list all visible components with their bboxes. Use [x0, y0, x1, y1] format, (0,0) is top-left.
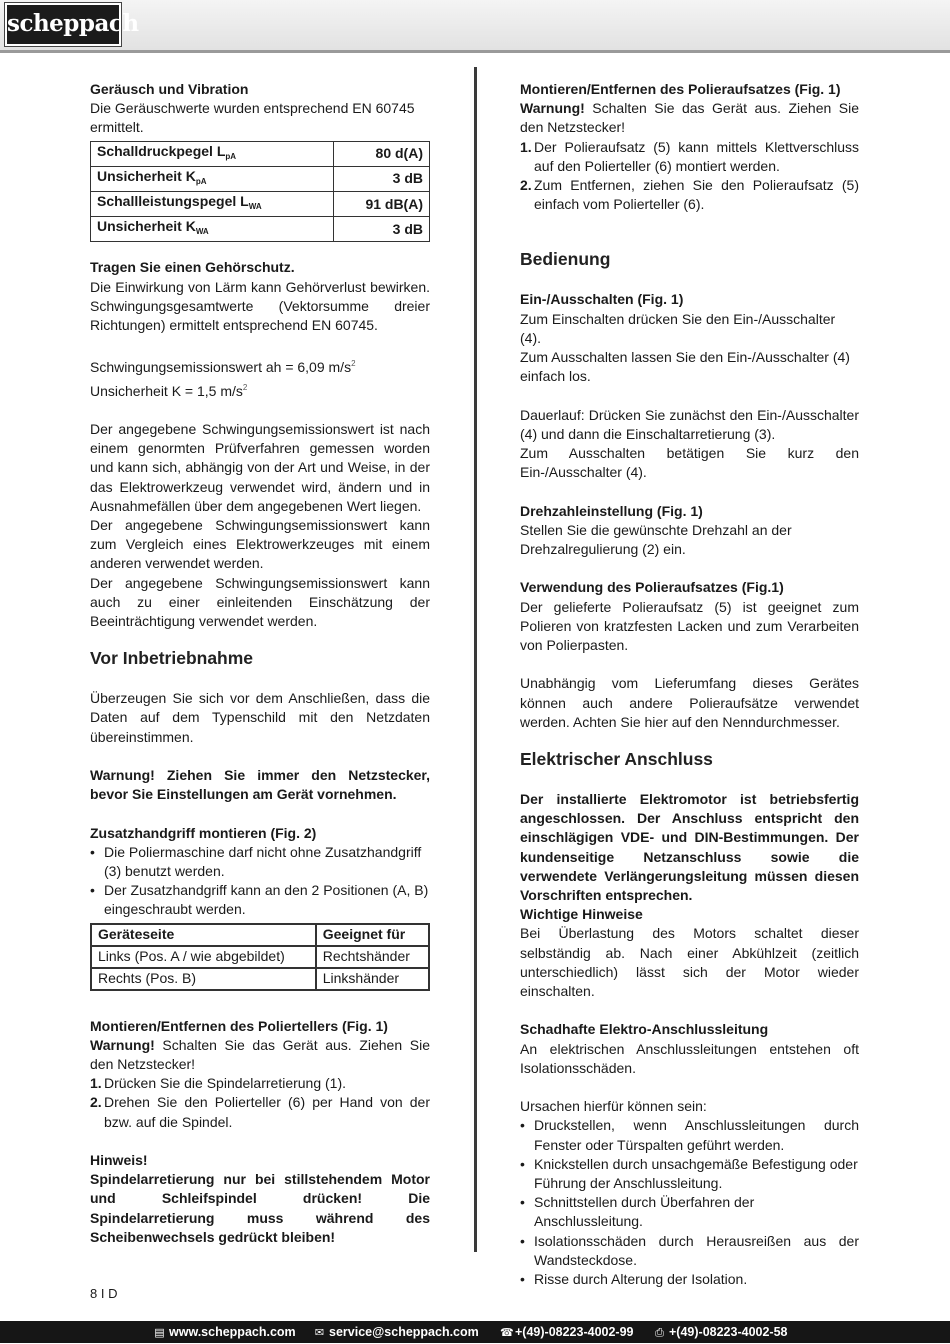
- plate-heading: Montieren/Entfernen des Poliertellers (Fig. 1): [90, 1017, 388, 1034]
- footer-email[interactable]: ✉ service@scheppach.com: [314, 1321, 479, 1344]
- computer-icon: ▤: [154, 1327, 165, 1339]
- vibration-paragraph-3: Der angegebene Schwingungsemissionswert kann auch zu einer einleitenden Einschätzung der Beeinträchtigung verwendet werden.: [90, 574, 430, 630]
- vibration-paragraph-2: Der angegebene Schwingungsemissionswert kann zum Vergleich eines Elektrowerkzeuges mit einem anderen verwendet werden.: [90, 517, 430, 572]
- table-row: [91, 217, 430, 242]
- warning-unplug: Warnung! Ziehen Sie immer den Netzstecker, bevor Sie Einstellungen am Gerät vornehmen.: [90, 767, 430, 803]
- list-item: 2. Zum Entfernen, ziehen Sie den Polieraufsatz (5) einfach vom Polierteller (6).: [520, 177, 859, 213]
- noise-text: Die Geräuschwerte wurden entsprechend EN 60745 ermittelt.: [90, 100, 415, 136]
- list-item: • Risse durch Alterung der Isolation.: [520, 1271, 748, 1288]
- causes-intro: Ursachen hierfür können sein:: [520, 1098, 707, 1115]
- other-pads-text: Unabhängig vom Lieferumfang dieses Gerätes können auch andere Polieraufsätze verwendet werden. Achten Sie hier auf den Nenndurchmesser.: [520, 675, 859, 730]
- column-divider: [474, 67, 477, 1252]
- plate-warning: Warnung! Schalten Sie das Gerät aus. Ziehen Sie den Netzstecker!: [90, 1036, 430, 1073]
- footer-bar: [0, 1321, 950, 1343]
- table-header-row: [91, 924, 429, 946]
- vibration-paragraph-1: Der angegebene Schwingungsemissionswert ist nach einem genormten Prüfverfahren gemessen worden und kann sich, abhängig von der Art und Weise, in der das Elektrowerkzeug verwendet wird, ändern und in Ausnahmefällen über dem angegebenen Wert liegen.: [90, 421, 430, 514]
- pad-warning: Warnung! Schalten Sie das Gerät aus. Ziehen Sie den Netzstecker!: [520, 100, 859, 136]
- continuous-off-text: Zum Ausschalten betätigen Sie kurz den Ein-/Ausschalter (4).: [520, 445, 859, 481]
- table-row: [91, 192, 430, 217]
- hints-heading: Wichtige Hinweise: [520, 906, 643, 923]
- onoff-heading: Ein-/Ausschalten (Fig. 1): [520, 291, 684, 308]
- spec-label: Unsicherheit $K_{pA}$: [91, 166, 334, 191]
- list-item: • Der Zusatzhandgriff kann an den 2 Positionen (A, B) eingeschraubt werden.: [90, 882, 429, 918]
- scheppach-logo: scheppach: [5, 3, 121, 46]
- footer-fax: ⎙ +(49)-08223-4002-58: [654, 1321, 788, 1344]
- pad-use-heading: Verwendung des Polieraufsatzes (Fig.1): [520, 579, 784, 596]
- list-item: 2. Drehen Sie den Polierteller (6) per Hand von der bzw. auf die Spindel.: [90, 1094, 430, 1130]
- table-cell: Linkshänder: [316, 968, 429, 990]
- footer-website[interactable]: ▤ www.scheppach.com: [154, 1321, 296, 1344]
- handle-position-table: [90, 923, 430, 991]
- table-cell: Links (Pos. A / wie abgebildet): [91, 946, 316, 968]
- handle-bullet-list: [90, 843, 430, 920]
- header-bar: [0, 0, 950, 53]
- hearing-protection-text: Die Einwirkung von Lärm kann Gehörverlust bewirken. Schwingungsgesamtwerte (Vektorsumme dreier Richtungen) ermittelt entsprechend EN 60745.: [90, 278, 430, 334]
- onoff-on-text: Zum Einschalten drücken Sie den Ein-/Ausschalter (4).: [520, 310, 836, 346]
- page-number: 8 I D: [90, 1286, 118, 1301]
- table-row: [91, 141, 430, 166]
- note-text: Spindelarretierung nur bei stillstehendem Motor und Schleifspindel drücken! Die Spindelarretierung muss während des Scheibenwechsels gedrückt bleiben!: [90, 1171, 430, 1245]
- fax-icon: ⎙: [655, 1327, 664, 1339]
- list-item: • Druckstellen, wenn Anschlussleitungen durch Fenster oder Türspalten geführt werden.: [520, 1117, 859, 1153]
- column-header: Geräteseite: [91, 924, 316, 946]
- list-item: 1. Der Polieraufsatz (5) kann mittels Klettverschluss auf den Polierteller (6) montiert werden.: [520, 138, 859, 174]
- note-heading: Hinweis!: [90, 1152, 148, 1169]
- list-item: • Schnittstellen durch Überfahren der Anschlussleitung.: [520, 1194, 755, 1230]
- continuous-on-text: Dauerlauf: Drücken Sie zunächst den Ein-/Ausschalter (4) und dann die Einschaltarretierung (3).: [520, 406, 859, 442]
- table-row: [91, 166, 430, 191]
- hints-text: Bei Überlastung des Motors schaltet dieser selbständig ab. Nach einer Abkühlzeit (zeitlich unterschiedlich) lässt sich der Motor wieder einschalten.: [520, 925, 859, 1000]
- section-title-operation: Bedienung: [520, 249, 611, 270]
- list-item: • Isolationsschäden durch Herausreißen aus der Wandsteckdose.: [520, 1232, 859, 1268]
- handle-heading: Zusatzhandgriff montieren (Fig. 2): [90, 824, 317, 841]
- check-data-text: Überzeugen Sie sich vor dem Anschließen, dass die Daten auf dem Typenschild mit den Netzdaten übereinstimmen.: [90, 690, 430, 745]
- section-title-before-use: Vor Inbetriebnahme: [90, 648, 254, 669]
- table-row: [91, 946, 429, 968]
- electrical-bold-text: Der installierte Elektromotor ist betriebsfertig angeschlossen. Der Anschluss entspricht den einschlägigen VDE- und DIN-Bestimmungen. Der kundenseitige Netzanschluss sowie die verwendete Verlängerungsleitung müssen diesen Vorschriften entsprechen.: [520, 791, 859, 904]
- list-item: • Knickstellen durch unsachgemäße Befestigung oder Führung der Anschlussleitung.: [520, 1155, 858, 1192]
- table-cell: Rechtshänder: [316, 946, 429, 968]
- column-header: Geeignet für: [316, 924, 429, 946]
- table-row: [91, 968, 429, 990]
- pad-steps: [520, 138, 859, 215]
- footer-phone: ☎+(49)-08223-4002-99: [500, 1321, 634, 1344]
- phone-icon: ☎: [500, 1327, 514, 1339]
- cable-heading: Schadhafte Elektro-Anschlussleitung: [520, 1021, 769, 1038]
- pad-use-text: Der gelieferte Polieraufsatz (5) ist geeignet zum Polieren von kratzfesten Lacken und zum Verarbeiten von Polierpasten.: [520, 598, 859, 654]
- spec-label: Schalldruckpegel $L_{pA}$: [91, 141, 334, 166]
- spec-value: 91 dB(A): [333, 192, 429, 217]
- spec-value: 3 dB: [333, 217, 429, 242]
- noise-heading: Geräusch und Vibration: [90, 81, 249, 97]
- spec-label: Schallleistungspegel $L_{WA}$: [91, 192, 334, 217]
- hearing-protection-heading: Tragen Sie einen Gehörschutz.: [90, 259, 295, 276]
- spec-value: 3 dB: [333, 166, 429, 191]
- pad-heading: Montieren/Entfernen des Polieraufsatzes (Fig. 1): [520, 81, 841, 97]
- section-title-electrical: Elektrischer Anschluss: [520, 749, 713, 770]
- cable-text: An elektrischen Anschlussleitungen entstehen oft Isolationsschäden.: [520, 1040, 859, 1076]
- noise-spec-table: [90, 141, 430, 243]
- list-item: • Die Poliermaschine darf nicht ohne Zusatzhandgriff (3) benutzt werden.: [90, 843, 422, 880]
- speed-text: Stellen Sie die gewünschte Drehzahl an der Drehzalregulierung (2) ein.: [520, 521, 792, 558]
- right-column: [520, 80, 859, 1289]
- spec-label: Unsicherheit $K_{WA}$: [91, 217, 334, 242]
- causes-list: [520, 1116, 859, 1289]
- left-column: [90, 80, 430, 1247]
- table-cell: Rechts (Pos. B): [91, 968, 316, 990]
- vibration-value: Schwingungsemissionswert ah = 6,09 $m/s^2$: [90, 359, 356, 376]
- speed-heading: Drehzahleinstellung (Fig. 1): [520, 502, 703, 519]
- mail-icon: ✉: [314, 1327, 325, 1339]
- onoff-off-text: Zum Ausschalten lassen Sie den Ein-/Ausschalter (4) einfach los.: [520, 349, 850, 385]
- spec-value: 80 d(A): [333, 141, 429, 166]
- vibration-uncertainty: Unsicherheit K = 1,5 $m/s^2$: [90, 382, 248, 399]
- list-item: 1. Drücken Sie die Spindelarretierung (1).: [90, 1075, 347, 1092]
- plate-steps: [90, 1074, 430, 1132]
